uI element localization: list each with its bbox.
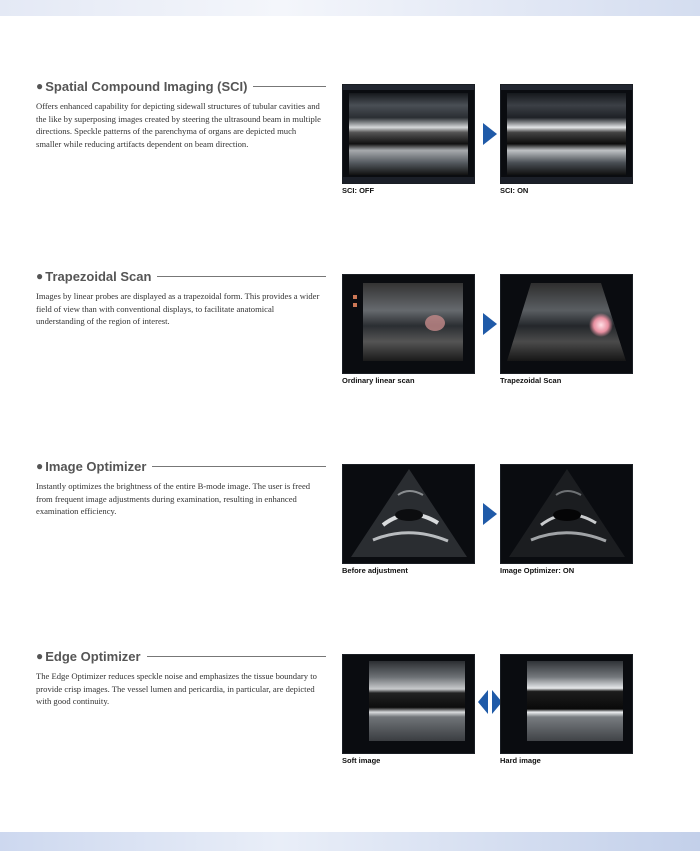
hard-image	[500, 654, 633, 754]
bullet-icon: ●	[36, 649, 44, 663]
caption-left: SCI: OFF	[342, 186, 375, 195]
ordinary-linear-scan-image	[342, 274, 475, 374]
caption-right: Image Optimizer: ON	[500, 566, 575, 575]
arrow-right-icon	[483, 313, 497, 335]
double-arrow-icon	[478, 690, 502, 714]
caption-left: Before adjustment	[342, 566, 408, 575]
section-title: Image Optimizer	[45, 458, 147, 474]
top-band	[0, 0, 700, 16]
section-title: Spatial Compound Imaging (SCI)	[45, 78, 248, 94]
caption-left: Ordinary linear scan	[342, 376, 415, 385]
section-heading	[36, 648, 326, 664]
caption-left: Soft image	[342, 756, 381, 765]
bullet-icon: ●	[36, 79, 44, 93]
sci-on-image	[500, 84, 633, 184]
trapezoidal-scan-image	[500, 274, 633, 374]
arrow-right-icon	[483, 503, 497, 525]
section-body: The Edge Optimizer reduces speckle noise and emphasizes the tissue boundary to provide crisp images. The vessel lumen and pericardia, in particular, are depicted with good continuity.	[36, 671, 317, 707]
section-body: Images by linear probes are displayed as a trapezoidal form. This provides a wider field of view than with conventional displays, to facilitate anatomical understanding of the region of interest.	[36, 291, 320, 327]
section-heading	[36, 78, 326, 94]
arrow-right-icon	[483, 123, 497, 145]
heading-rule	[253, 86, 326, 87]
heading-rule	[147, 656, 326, 657]
section-heading	[36, 268, 326, 284]
caption-right: Hard image	[500, 756, 541, 765]
caption-right: SCI: ON	[500, 186, 529, 195]
heading-rule	[157, 276, 326, 277]
content-card	[8, 16, 700, 832]
section-heading	[36, 458, 326, 474]
heading-rule	[152, 466, 326, 467]
bullet-icon: ●	[36, 269, 44, 283]
image-optimizer-on-image	[500, 464, 633, 564]
section-body: Instantly optimizes the brightness of the entire B-mode image. The user is freed from frequent image adjustments during examination, resulting in enhanced examination efficiency.	[36, 481, 311, 517]
section-title: Edge Optimizer	[45, 648, 141, 664]
before-adjustment-image	[342, 464, 475, 564]
caption-right: Trapezoidal Scan	[500, 376, 562, 385]
section-body: Offers enhanced capability for depicting sidewall structures of tubular cavities and the like by superposing images created by steering the ultrasound beam in multiple directions. Speckle patterns of the parenchyma of organs are depicted much smaller while reducing artifacts dependent on beam direction.	[36, 101, 321, 149]
bullet-icon: ●	[36, 459, 44, 473]
sci-off-image	[342, 84, 475, 184]
section-title: Trapezoidal Scan	[45, 268, 152, 284]
soft-image	[342, 654, 475, 754]
bottom-band	[0, 832, 700, 851]
